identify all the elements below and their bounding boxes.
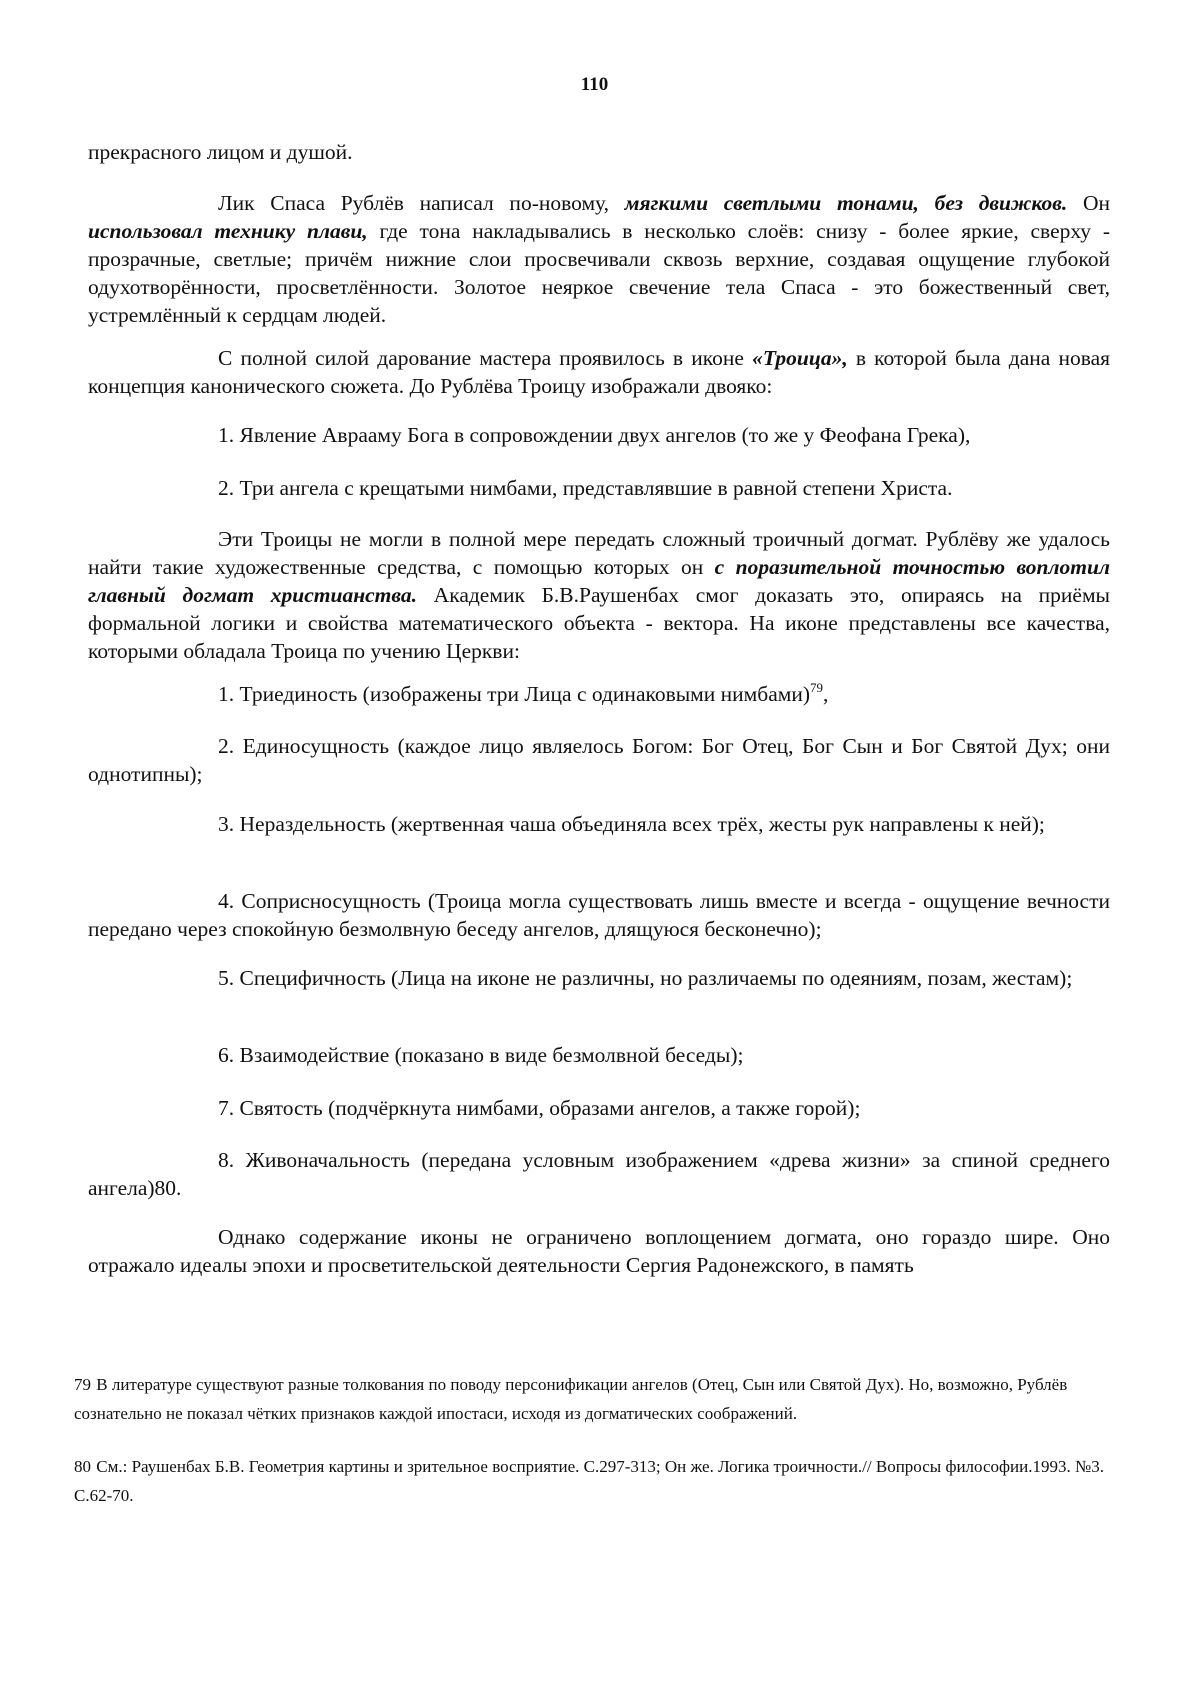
emphasis: мягкими светлыми тонами, без движков. xyxy=(624,191,1068,215)
list-item: 7. Святость (подчёркнута нимбами, образами ангелов, а также горой); xyxy=(218,1096,861,1120)
paragraph-content: Однако содержание иконы не ограничено воплощением догмата, оно гораздо шире. Оно отражало идеалы эпохи и просветительской деятельности Сергия Радонежского, в память xyxy=(88,1225,1110,1277)
list-item: 6. Взаимодействие (показано в виде безмолвной беседы); xyxy=(218,1043,744,1067)
text-run: С полной силой дарование мастера проявилось в иконе xyxy=(218,346,744,370)
text-run: Эти Троицы не могли в полной мере передать сложный троичный догмат. Рублёву же удалось найти такие художественные средства, с помощью которых он xyxy=(88,527,1110,579)
list-item: 2. Три ангела с крещатыми нимбами, представлявшие в равной степени Христа. xyxy=(218,476,953,500)
emphasis: «Троица», xyxy=(752,346,848,370)
paragraph-text: прекрасного лицом и душой. xyxy=(88,140,353,164)
text-run: Академик Б.В.Раушенбах смог доказать это, опираясь на приёмы формальной логики и свойства математического объекта - вектора. На иконе представлены все качества, которыми обладала Троица по учению Церкви: xyxy=(88,583,1110,663)
paragraph-continuation xyxy=(88,138,1110,166)
emphasis: использовал технику плави, xyxy=(88,219,368,243)
list-item-punct: , xyxy=(823,682,829,706)
list-item: 8. Живоначальность (передана условным изображением «древа жизни» за спиной среднего ангела)80. xyxy=(88,1148,1110,1200)
text-run: Он xyxy=(1082,191,1110,215)
paragraph-spas xyxy=(88,189,1110,329)
list-item: 1. Явление Аврааму Бога в сопровождении двух ангелов (то же у Феофана Грека), xyxy=(218,423,971,447)
text-run: в которой была дана новая концепция канонического сюжета. До Рублёва Троицу изображали двояко: xyxy=(88,346,1111,398)
footnote-text: См.: Раушенбах Б.В. Геометрия картины и зрительное восприятие. С.297-313; Он же. Логика троичности.// Вопросы философии.1993. №3. С.62-70. xyxy=(74,1457,1104,1505)
text-run: Лик Спаса Рублёв написал по-новому, xyxy=(218,191,610,215)
list-item-text: 1. Триединость (изображены три Лица с одинаковыми нимбами) xyxy=(218,682,811,706)
footnote-79 xyxy=(74,1370,1114,1428)
list-item xyxy=(88,680,1110,708)
footnote-80 xyxy=(74,1452,1114,1510)
text-run: где тона накладывались в несколько слоёв: снизу - более яркие, сверху - прозрачные, светлые; причём нижние слои просвечивали сквозь верхние, создавая ощущение глубокой одухотворённости, просветлённости. Золотое неяркое свечение тела Спаса - это божественный свет, устремлённый к сердцам людей. xyxy=(88,219,1110,327)
paragraph-rublev xyxy=(88,525,1110,665)
page-number: 110 xyxy=(580,74,609,95)
emphasis: с поразительной точностью воплотил главный догмат христианства. xyxy=(88,555,1110,607)
list-item: 2. Единосущность (каждое лицо являелось Богом: Бог Отец, Бог Сын и Бог Святой Дух; они однотипны); xyxy=(88,734,1110,786)
list-item: 3. Нераздельность (жертвенная чаша объединяла всех трёх, жесты рук направлены к ней); xyxy=(218,812,1045,836)
footnote-text: В литературе существуют разные толкования по поводу персонификации ангелов (Отец, Сын или Святой Дух). Но, возможно, Рублёв сознательно не показал чётких признаков каждой ипостаси, исходя из догматических соображений. xyxy=(74,1375,1068,1423)
paragraph-trinity xyxy=(88,344,1110,400)
list-item: 5. Специфичность (Лица на иконе не различны, но различаемы по одеяниям, позам, жестам); xyxy=(218,966,1073,990)
footnote-number: 80 xyxy=(74,1457,91,1476)
list-item: 4. Соприсносущность (Троица могла существовать лишь вместе и всегда - ощущение вечности передано через спокойную безмолвную беседу ангелов, длящуюся бесконечно); xyxy=(88,889,1110,941)
footnote-ref: 79 xyxy=(810,680,824,695)
footnote-number: 79 xyxy=(74,1375,91,1394)
